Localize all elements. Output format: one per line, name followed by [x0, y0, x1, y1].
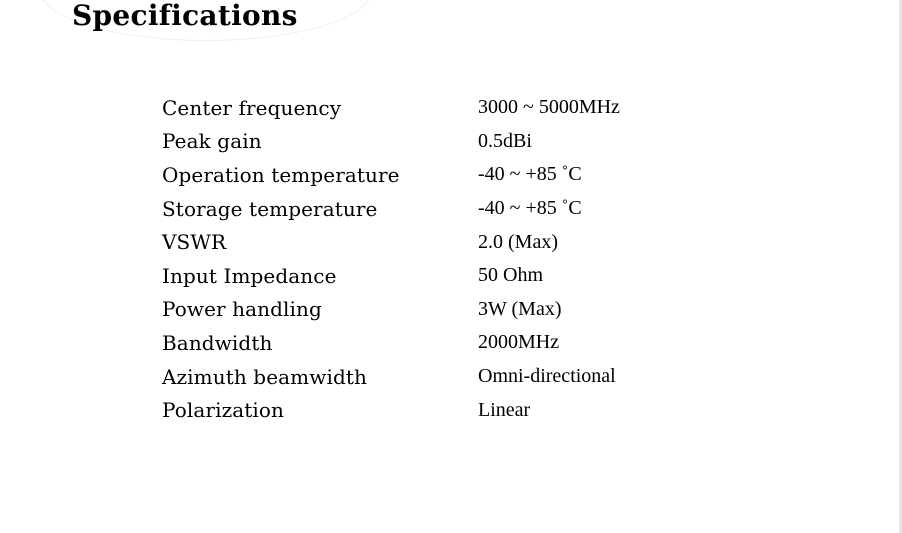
spec-value: 0.5dBi [478, 129, 532, 152]
spec-value: -40 ~ +85 ˚C [478, 163, 582, 186]
page-title: Specifications [72, 0, 298, 32]
spec-name: Operation temperature [162, 162, 400, 187]
spec-row [162, 225, 620, 259]
spec-value: Linear [478, 398, 531, 421]
spec-name: Power handling [162, 297, 322, 322]
spec-name: VSWR [162, 230, 227, 255]
spec-row [162, 91, 620, 125]
spec-value: -40 ~ +85 ˚C [478, 197, 582, 220]
spec-name: Input Impedance [162, 263, 337, 288]
spec-row [162, 125, 620, 159]
spec-row [162, 158, 620, 192]
spec-row [162, 326, 620, 360]
spec-name: Storage temperature [162, 196, 378, 221]
spec-row [162, 192, 620, 226]
spec-row [162, 393, 620, 427]
spec-value: 3W (Max) [478, 297, 562, 320]
spec-value: 2.0 (Max) [478, 230, 558, 253]
spec-value: 2000MHz [478, 331, 560, 354]
spec-name: Polarization [162, 398, 284, 423]
spec-name: Azimuth beamwidth [162, 364, 367, 389]
spec-value: Omni-directional [478, 365, 616, 388]
spec-name: Center frequency [162, 95, 342, 120]
spec-value: 3000 ~ 5000MHz [478, 96, 620, 119]
spec-value: 50 Ohm [478, 264, 543, 287]
spec-name: Bandwidth [162, 330, 273, 355]
spec-name: Peak gain [162, 129, 262, 154]
spec-row [162, 259, 620, 293]
specifications-table [162, 91, 620, 427]
spec-row [162, 360, 620, 394]
spec-row [162, 293, 620, 327]
